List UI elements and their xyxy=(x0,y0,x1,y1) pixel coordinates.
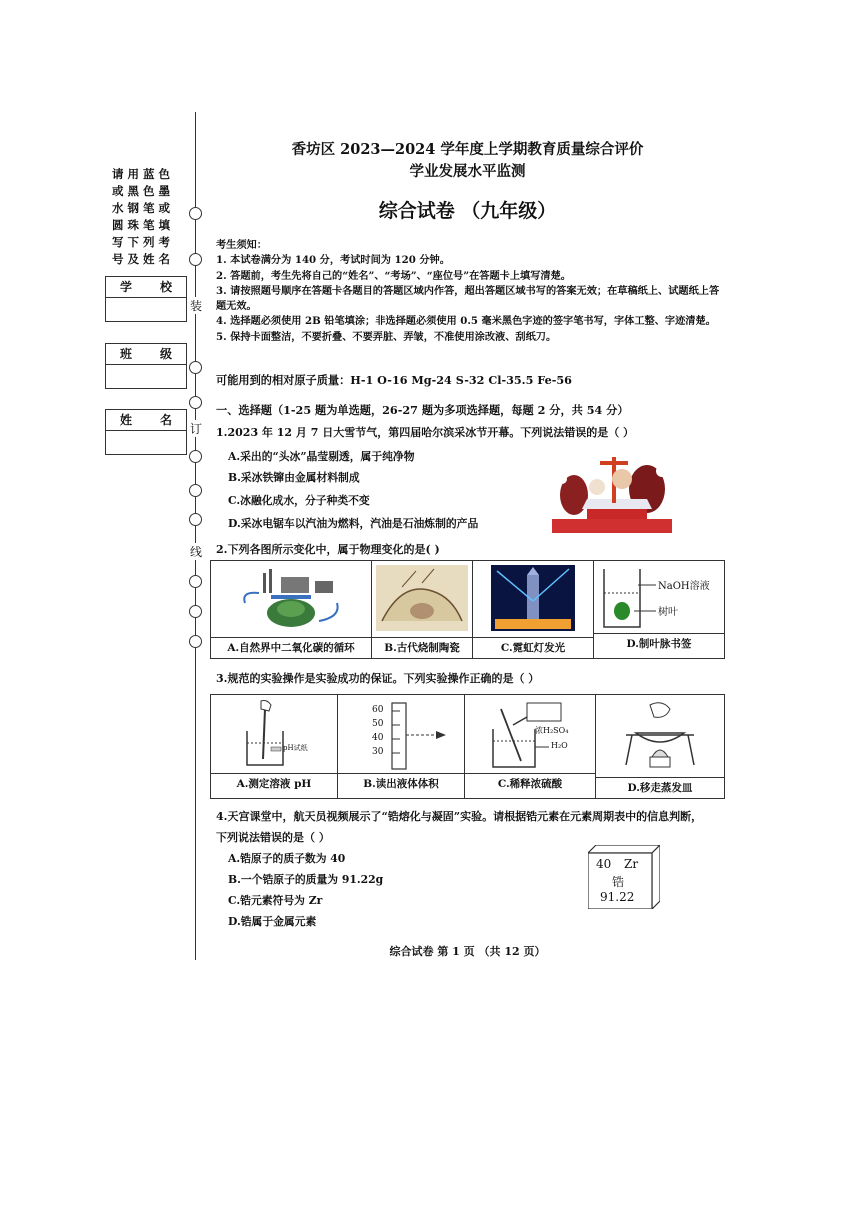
q1-option-b: B.采冰铁镩由金属材料制成 xyxy=(228,471,360,484)
binding-hole xyxy=(189,605,202,618)
q2-caption-b: B.古代烧制陶瓷 xyxy=(372,637,472,658)
exam-notice xyxy=(216,238,726,345)
page-footer: 综合试卷 第 1 页 （共 12 页） xyxy=(389,945,546,958)
element-symbol: Zr xyxy=(624,857,639,871)
field-label: 姓 xyxy=(120,413,133,427)
neon-lights-photo xyxy=(473,561,593,633)
binding-hole xyxy=(189,484,202,497)
q1-stem: 1.2023 年 12 月 7 日大雪节气，第四届哈尔滨采冰节开幕。下列说法错误的是（ ） xyxy=(216,426,635,439)
q1-option-c: C.冰融化成水，分子种类不变 xyxy=(228,494,370,507)
q2-caption-c: C.霓虹灯发光 xyxy=(473,637,593,658)
q2-figure-a xyxy=(211,561,372,659)
q2-caption-d: D.制叶脉书签 xyxy=(594,633,724,654)
field-label: 班 xyxy=(120,347,133,361)
q1-option-d: D.采冰电锯车以汽油为燃料，汽油是石油炼制的产品 xyxy=(228,517,479,530)
element-name: 锆 xyxy=(612,875,625,889)
q4-option-a: A.锆原子的质子数为 40 xyxy=(228,852,346,865)
q4-option-c: C.锆元素符号为 Zr xyxy=(228,894,323,907)
q3-caption-c: C.稀释浓硫酸 xyxy=(465,773,595,794)
q3-figure-b xyxy=(338,695,465,799)
field-label: 名 xyxy=(159,413,172,427)
q2-figure-b xyxy=(372,561,473,659)
exam-subtitle: 学业发展水平监测 xyxy=(409,163,526,180)
notice-item: 1. 本试卷满分为 140 分，考试时间为 120 分钟。 xyxy=(216,254,450,267)
dilution-drawing xyxy=(465,695,595,773)
q4-stem-line2: 下列说法错误的是（ ） xyxy=(216,831,330,844)
q2-figure-table xyxy=(210,560,725,659)
field-label: 学 xyxy=(120,280,133,294)
binding-line xyxy=(195,112,196,960)
binding-hole xyxy=(189,396,202,409)
paper-title: 综合试卷 （九年级） xyxy=(378,200,557,222)
atomic-masses: 可能用到的相对原子质量：H-1 O-16 Mg-24 S-32 Cl-35.5 Fe-56 xyxy=(216,373,572,387)
graduated-cylinder xyxy=(338,695,464,773)
q3-stem: 3.规范的实验操作是实验成功的保证。下列实验操作正确的是（ ） xyxy=(216,672,540,685)
exam-title: 香坊区 2023—2024 学年度上学期教育质量综合评价 xyxy=(291,141,644,158)
naoh-label: NaOH溶液 xyxy=(658,581,710,592)
tick-label: 60 xyxy=(372,705,384,715)
binding-char-xian: 线 xyxy=(190,545,203,559)
ph-paper-label: pH试纸 xyxy=(283,744,308,752)
q4-option-d: D.锆属于金属元素 xyxy=(228,915,317,928)
q3-figure-table xyxy=(210,694,725,799)
q3-caption-d: D.移走蒸发皿 xyxy=(596,777,724,798)
name-field[interactable] xyxy=(105,409,187,455)
q3-figure-c xyxy=(465,695,596,799)
tick-label: 40 xyxy=(372,733,384,743)
q2-figure-d xyxy=(594,561,725,659)
acid-label: 浓H₂SO₄ xyxy=(535,726,569,735)
q2-stem: 2.下列各图所示变化中，属于物理变化的是( ) xyxy=(216,543,440,556)
q4-option-b: B.一个锆原子的质量为 91.22g xyxy=(228,873,384,886)
binding-hole xyxy=(189,450,202,463)
binding-hole xyxy=(189,361,202,374)
sidebar-note: 请用蓝色或黑色墨水钢笔或圆珠笔填写下列考号及姓名 xyxy=(112,167,174,266)
field-label: 级 xyxy=(159,347,172,361)
school-field[interactable] xyxy=(105,276,187,322)
binding-char-ding: 订 xyxy=(190,422,203,436)
q2-caption-a: A.自然界中二氧化碳的循环 xyxy=(211,637,371,658)
beaker-naoh xyxy=(594,561,724,633)
binding-hole xyxy=(189,513,202,526)
binding-hole xyxy=(189,253,202,266)
notice-heading: 考生须知： xyxy=(216,239,267,251)
q3-caption-b: B.读出液体体积 xyxy=(338,773,464,794)
q3-caption-a: A.测定溶液 pH xyxy=(211,773,337,794)
q3-figure-d xyxy=(596,695,725,799)
atomic-mass: 91.22 xyxy=(600,890,635,904)
evaporating-dish-drawing xyxy=(596,695,724,773)
notice-item: 5. 保持卡面整洁，不要折叠、不要弄脏、弄皱，不准使用涂改液、刮纸刀。 xyxy=(216,330,557,343)
field-label: 校 xyxy=(159,280,172,294)
binding-hole xyxy=(189,635,202,648)
ph-test-drawing xyxy=(211,695,337,773)
tick-label: 30 xyxy=(372,747,384,757)
notice-item: 2. 答题前，考生先将自己的“姓名”、“考场”、“座位号”在答题卡上填写清楚。 xyxy=(216,269,571,282)
class-field[interactable] xyxy=(105,343,187,389)
atomic-number: 40 xyxy=(596,857,612,871)
binding-hole xyxy=(189,207,202,220)
water-label: H₂O xyxy=(551,741,568,750)
notice-item: 4. 选择题必须使用 2B 铅笔填涂；非选择题必须使用 0.5 毫米黑色字迹的签字笔书写，字体工整、字迹清楚。 xyxy=(216,315,716,328)
binding-hole xyxy=(189,575,202,588)
tick-label: 50 xyxy=(372,719,384,729)
element-tile-zirconium xyxy=(588,845,660,909)
ice-festival-photo xyxy=(552,449,672,533)
pottery-drawing xyxy=(372,561,472,633)
section-title: 一、选择题（1-25 题为单选题，26-27 题为多项选择题，每题 2 分，共 54 分） xyxy=(216,403,629,417)
q3-figure-a xyxy=(211,695,338,799)
binding-char-zhuang: 装 xyxy=(190,299,203,313)
q2-figure-c xyxy=(473,561,594,659)
carbon-cycle-diagram xyxy=(211,561,371,633)
q4-stem-line1: 4.天宫课堂中，航天员视频展示了“锆熔化与凝固”实验。请根据锆元素在元素周期表中的信息判断， xyxy=(216,810,703,823)
q1-option-a: A.采出的“头冰”晶莹剔透，属于纯净物 xyxy=(228,450,415,463)
leaf-label: 树叶 xyxy=(658,607,678,618)
notice-item: 3. 请按照题号顺序在答题卡各题目的答题区域内作答，超出答题区域书写的答案无效；在草稿纸上、试题纸上答题无效。 xyxy=(216,284,720,313)
